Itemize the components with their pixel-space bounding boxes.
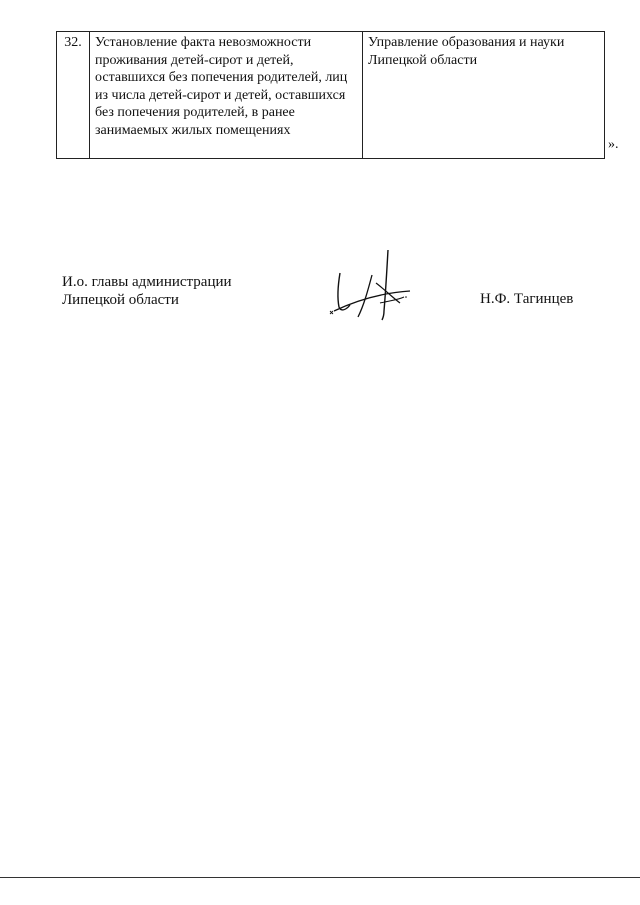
responsible-authority: Управление образования и науки Липецкой области bbox=[363, 32, 605, 159]
signatory-position bbox=[62, 273, 232, 309]
closing-quote-mark: ». bbox=[608, 137, 619, 152]
services-table bbox=[56, 31, 605, 159]
signatory-name: Н.Ф. Тагинцев bbox=[480, 291, 574, 307]
page-bottom-rule bbox=[0, 877, 640, 878]
table-row bbox=[57, 32, 605, 159]
service-description: Установление факта невозможности проживания детей-сирот и детей, оставшихся без попечения родителей, лиц из числа детей-сирот и детей, оставшихся без попечения родителей, в ранее занимаемых жилых помещениях bbox=[90, 32, 363, 159]
position-line-2: Липецкой области bbox=[62, 292, 179, 308]
handwritten-signature bbox=[320, 245, 420, 325]
row-number: 32. bbox=[57, 32, 90, 159]
position-line-1: И.о. главы администрации bbox=[62, 274, 232, 290]
